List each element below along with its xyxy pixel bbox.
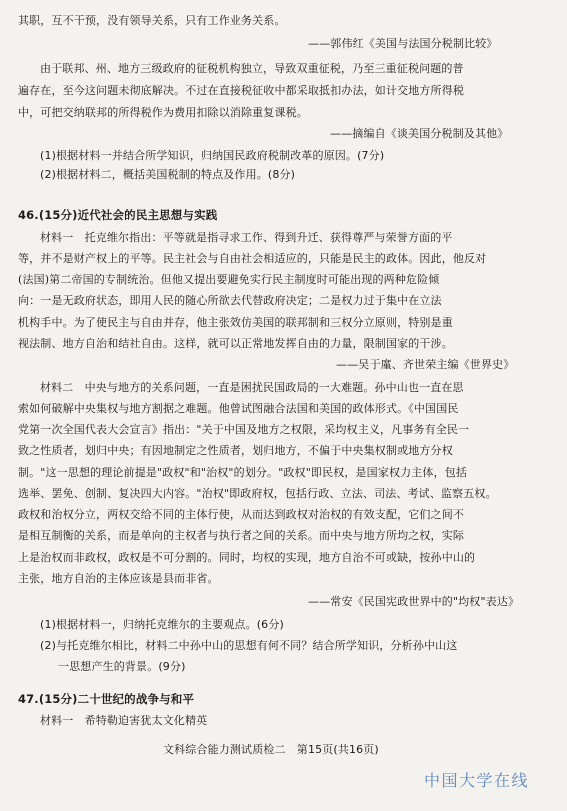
text-line: 索如何破解中央集权与地方割据之难题。他曾试图融合法国和美国的政体形式。《中国国民 [18, 402, 459, 415]
question-heading: 47.(15分)二十世纪的战争与和平 [18, 692, 195, 706]
text-line: 上是治权而非政权，政权是不可分割的。同时，均权的实现，地方自治不可或缺，按孙中山的 [18, 551, 476, 564]
text-line: (法国)第二帝国的专制统治。但他又提出要避免实行民主制度时可能出现的两种危险倾 [18, 273, 440, 286]
question-item: (2)根据材料二，概括美国税制的特点及作用。(8分) [40, 168, 296, 181]
question-item: (1)根据材料一并结合所学知识，归纳国民政府税制改革的原因。(7分) [40, 149, 385, 162]
text-line: 是相互制衡的关系，而是单向的主权者与执行者之间的关系。而中央与地方所均之权，实际 [18, 529, 464, 542]
text-line: 中，可把交纳联邦的所得税作为费用扣除以消除重复课税。 [18, 106, 308, 119]
page-footer: 文科综合能力测试质检二 第15页(共16页) [163, 743, 379, 756]
text-line: 由于联邦、州、地方三级政府的征税机构独立，导致双重征税，乃至三重征税问题的普 [40, 62, 464, 75]
text-line: 遍存在，至今这问题未彻底解决。不过在直接税征收中都采取抵扣办法，如计交地方所得税 [18, 84, 464, 97]
source-citation: ——吴于廑、齐世荣主编《世界史》 [336, 358, 515, 371]
source-citation: ——常安《民国宪政世界中的"均权"表达》 [308, 595, 520, 608]
question-item: (2)与托克维尔相比，材料二中孙中山的思想有何不同？结合所学知识，分析孙中山这 [40, 639, 458, 652]
text-line: 材料一 托克维尔指出：平等就是指寻求工作、得到升迁、获得尊严与荣誉方面的平 [40, 231, 453, 244]
text-line: 党第一次全国代表大会宣言》指出："关于中国及地方之权限，采均权主义，凡事务有全民一 [18, 423, 470, 436]
text-line: 选举、罢免、创制、复决四大内容。"治权"即政府权，包括行政、立法、司法、考试、监察五权。 [18, 487, 497, 500]
text-line: 主张，地方自治的主体应该是县而非省。 [18, 572, 219, 585]
text-line: 向：一是无政府状态，即用人民的随心所欲去代替政府决定；二是权力过于集中在立法 [18, 294, 442, 307]
source-citation: ——郭伟红《美国与法国分税制比较》 [308, 37, 498, 50]
text-line: 制。"这一思想的理论前提是"政权"和"治权"的划分。"政权"即民权，是国家权力主体，包括 [18, 466, 468, 479]
text-line: 机构手中。为了使民主与自由并存，他主张效仿美国的联邦制和三权分立原则，特别是重 [18, 316, 453, 329]
text-line: 等，并不是财产权上的平等。民主社会与自由社会相适应的，只能是民主的政体。因此，他反对 [18, 252, 487, 265]
question-item: 一思想产生的背景。(9分) [58, 660, 186, 673]
source-citation: ——摘编自《谈美国分税制及其他》 [330, 127, 509, 140]
text-line: 视法制、地方自治和结社自由。这样，就可以正常地发挥自由的力量，限制国家的干涉。 [18, 337, 453, 350]
text-line: 政权和治权分立，两权交给不同的主体行使，从而达到政权对治权的有效支配，它们之间不 [18, 508, 464, 521]
text-line: 致之性质者，划归中央；有因地制定之性质者，划归地方，不偏于中央集权制或地方分权 [18, 444, 453, 457]
text-line: 材料一 希特勒迫害犹太文化精英 [40, 714, 208, 727]
question-item: (1)根据材料一，归纳托克维尔的主要观点。(6分) [40, 618, 284, 631]
text-line: 材料二 中央与地方的关系问题，一直是困扰民国政局的一大难题。孙中山也一直在思 [40, 381, 464, 394]
question-heading: 46.(15分)近代社会的民主思想与实践 [18, 208, 218, 222]
text-line: 其职，互不干预，没有领导关系，只有工作业务关系。 [18, 14, 286, 27]
watermark: 中国大学在线 [424, 771, 530, 790]
